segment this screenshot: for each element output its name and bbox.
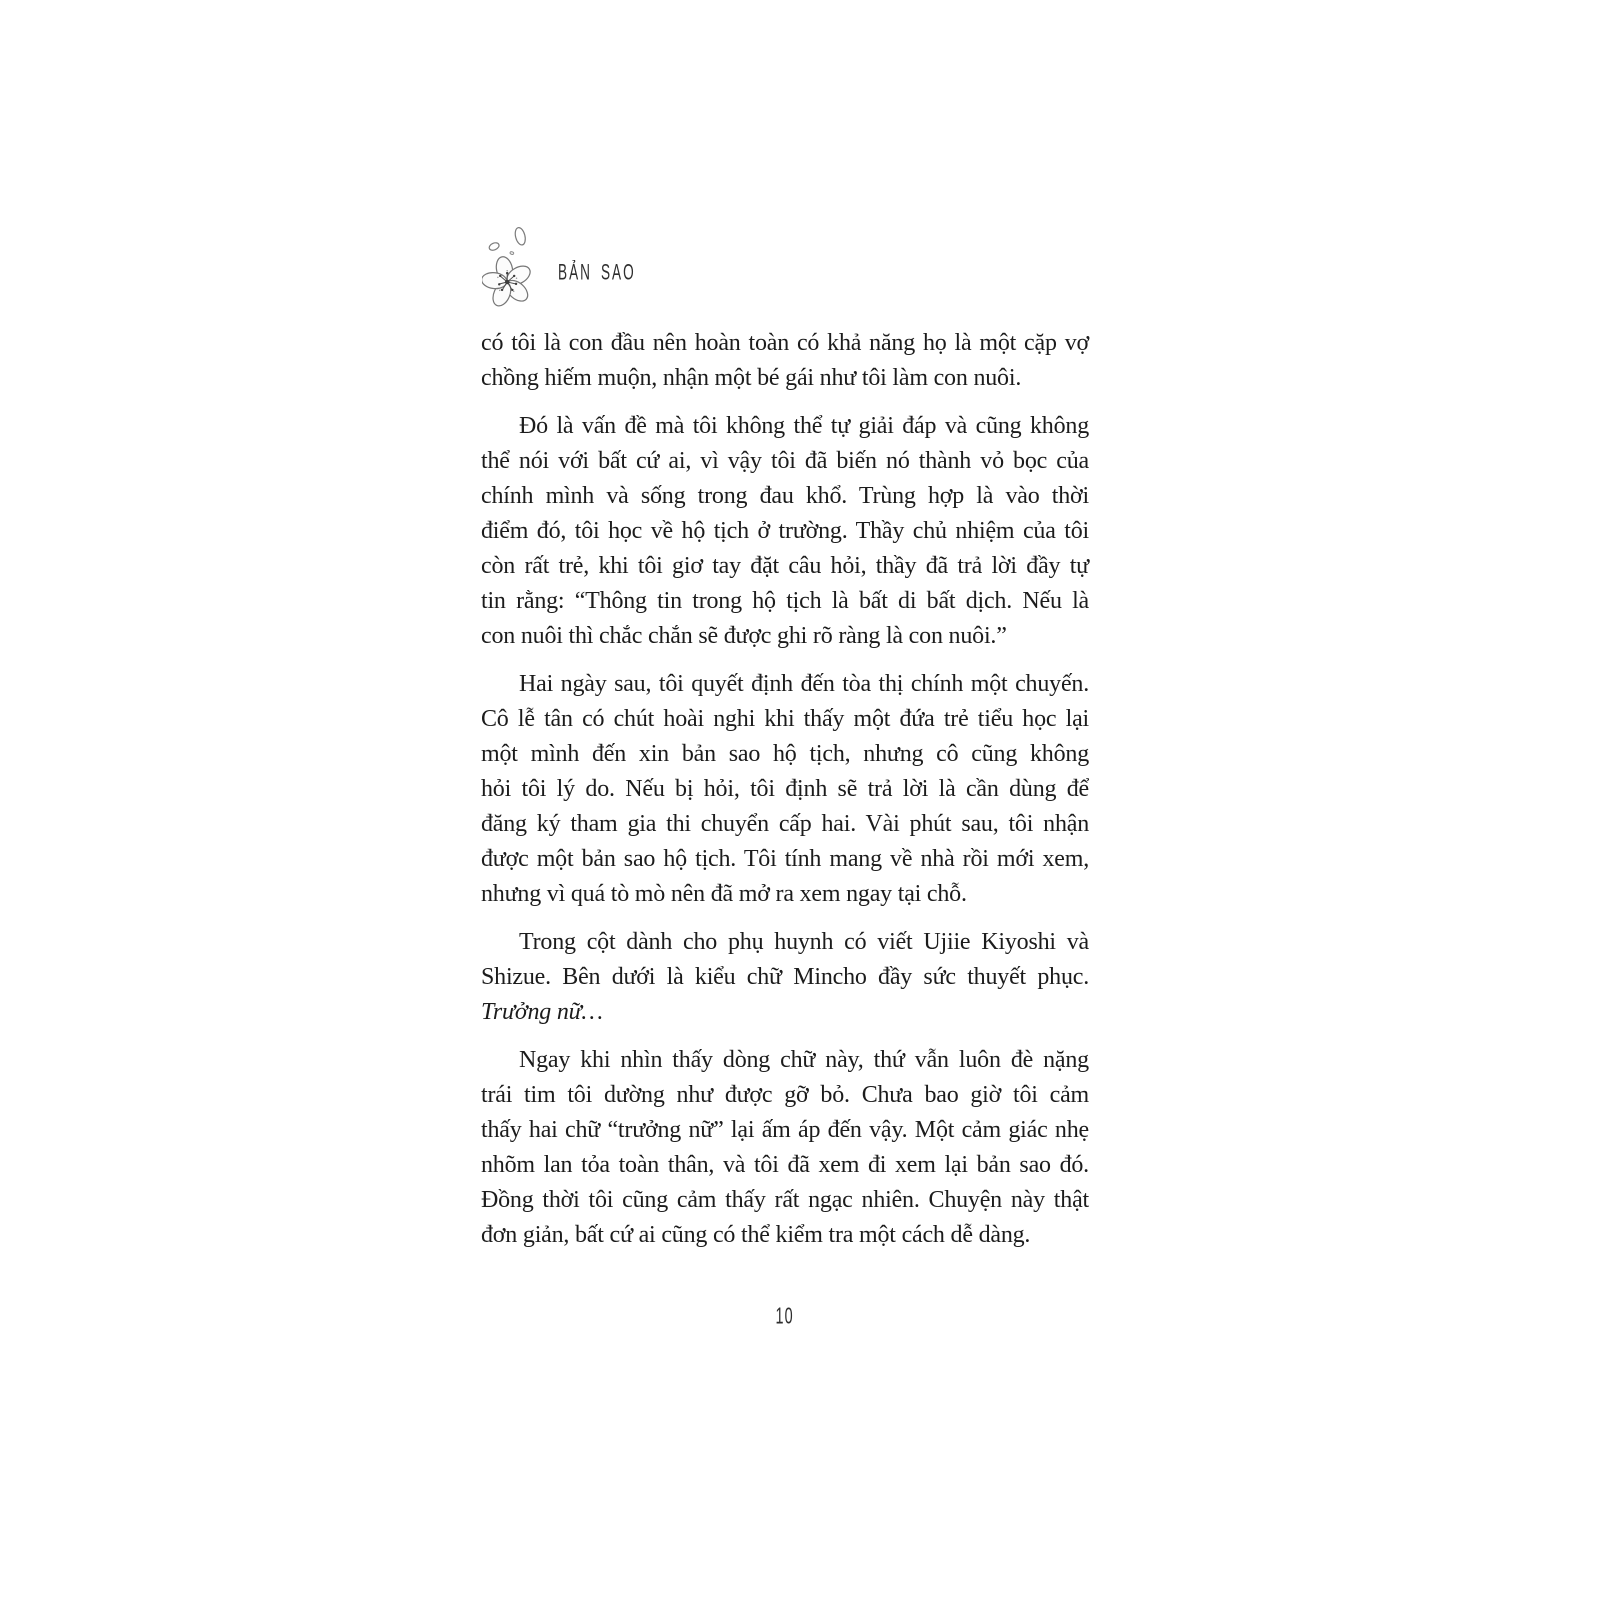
- page-number: 10: [775, 1304, 795, 1330]
- paragraph: [481, 1043, 1089, 1253]
- paragraph: [481, 667, 1089, 912]
- text-line: thấy hai chữ “trưởng nữ” lại ấm áp đến vậy. Một cảm giác nhẹ: [481, 1117, 1089, 1143]
- text-line: được một bản sao hộ tịch. Tôi tính mang về nhà rồi mới xem,: [481, 846, 1089, 872]
- text-line: Hai ngày sau, tôi quyết định đến tòa thị chính một chuyến.: [519, 671, 1089, 697]
- text-line: Trong cột dành cho phụ huynh có viết Ujiie Kiyoshi và: [519, 929, 1089, 955]
- text-line: Cô lễ tân có chút hoài nghi khi thấy một đứa trẻ tiểu học lại: [481, 706, 1089, 732]
- text-line: hỏi tôi lý do. Nếu bị hỏi, tôi định sẽ trả lời là cần dùng để: [481, 776, 1089, 802]
- text-line: Đó là vấn đề mà tôi không thể tự giải đáp và cũng không: [519, 413, 1089, 439]
- text-line: đơn giản, bất cứ ai cũng có thể kiểm tra một cách dễ dàng.: [481, 1222, 1031, 1248]
- text-line: trái tim tôi dường như được gỡ bỏ. Chưa bao giờ tôi cảm: [481, 1082, 1089, 1108]
- text-line: chồng hiếm muộn, nhận một bé gái như tôi làm con nuôi.: [481, 365, 1022, 391]
- text-line: con nuôi thì chắc chắn sẽ được ghi rõ ràng là con nuôi.”: [481, 623, 1007, 649]
- text-line: nhưng vì quá tò mò nên đã mở ra xem ngay tại chỗ.: [481, 881, 967, 907]
- cherry-blossom-icon: [482, 224, 538, 312]
- text-line: Ngay khi nhìn thấy dòng chữ này, thứ vẫn luôn đè nặng: [519, 1047, 1089, 1073]
- paragraph: [481, 409, 1089, 654]
- chapter-title: BẢN SAO: [558, 260, 636, 285]
- text-line: có tôi là con đầu nên hoàn toàn có khả năng họ là một cặp vợ: [481, 330, 1089, 356]
- text-line: điểm đó, tôi học về hộ tịch ở trường. Thầy chủ nhiệm của tôi: [481, 518, 1089, 544]
- text-line: Trưởng nữ…: [481, 999, 603, 1025]
- page-number-row: [481, 1304, 1089, 1330]
- text-line: thể nói với bất cứ ai, vì vậy tôi đã biến nó thành vỏ bọc của: [481, 448, 1089, 474]
- paragraph: [481, 925, 1089, 1030]
- text-line: nhõm lan tỏa toàn thân, và tôi đã xem đi xem lại bản sao đó.: [481, 1152, 1089, 1178]
- page-header: [482, 224, 655, 312]
- text-line: đăng ký tham gia thi chuyển cấp hai. Vài phút sau, tôi nhận: [481, 811, 1089, 837]
- text-line: tin rằng: “Thông tin trong hộ tịch là bất di bất dịch. Nếu là: [481, 588, 1089, 614]
- text-line: một mình đến xin bản sao hộ tịch, nhưng cô cũng không: [481, 741, 1089, 767]
- body-text: [481, 326, 1089, 1253]
- text-line: Đồng thời tôi cũng cảm thấy rất ngạc nhiên. Chuyện này thật: [481, 1187, 1089, 1213]
- text-line: Shizue. Bên dưới là kiểu chữ Mincho đầy sức thuyết phục.: [481, 964, 1089, 990]
- paragraph: [481, 326, 1089, 396]
- text-line: còn rất trẻ, khi tôi giơ tay đặt câu hỏi, thầy đã trả lời đầy tự: [481, 553, 1089, 579]
- text-line: chính mình và sống trong đau khổ. Trùng hợp là vào thời: [481, 483, 1089, 509]
